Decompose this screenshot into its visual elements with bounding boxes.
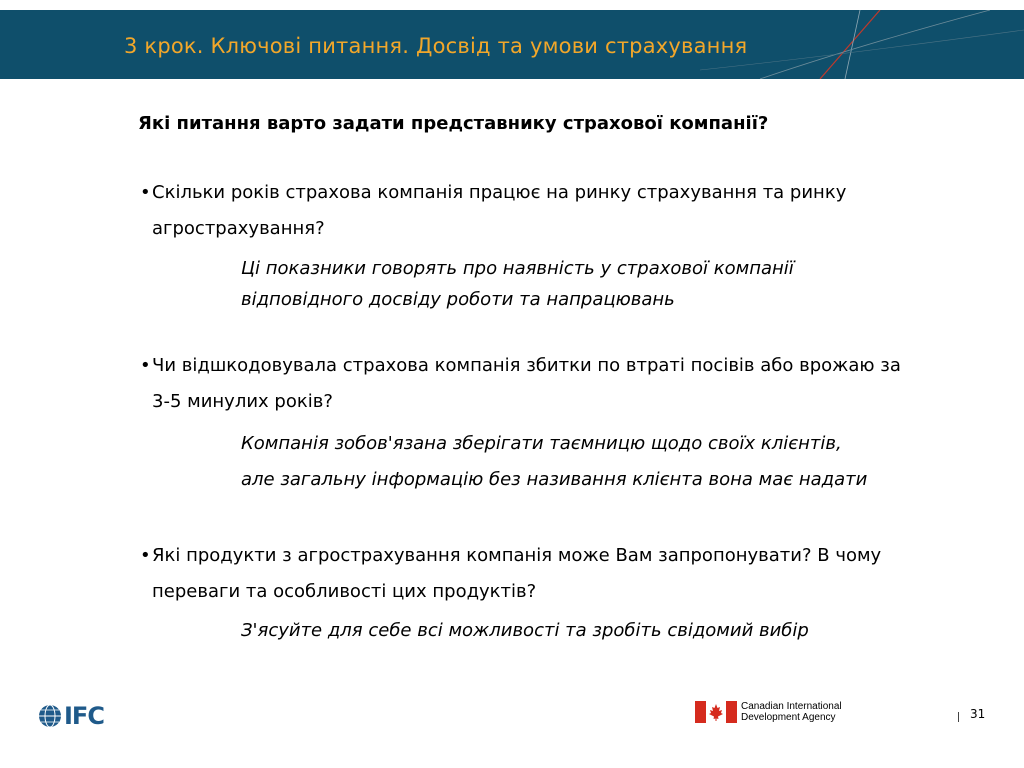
ifc-logo: [38, 703, 104, 729]
bullet-marker: •: [140, 355, 151, 376]
ifc-logo-text: IFC: [64, 702, 104, 730]
bullet-note: Ці показники говорять про наявність у страхової компанії відповідного досвіду роботи та напрацювань: [241, 258, 794, 310]
bullet-text: Скільки років страхова компанія працює на ринку страхування та ринку агрострахування?: [152, 182, 847, 239]
cida-line-1: Canadian International: [741, 701, 842, 712]
slide-header: [0, 10, 1024, 79]
bullet-note: Компанія зобов'язана зберігати таємницю щодо своїх клієнтів, але загальну інформацію без називання клієнта вона має надати: [241, 433, 868, 490]
globe-icon: [38, 704, 62, 728]
bullet-item: [140, 348, 920, 420]
bullet-marker: •: [140, 182, 151, 203]
cida-line-2: Development Agency: [741, 712, 836, 723]
canada-flag-icon: [695, 701, 737, 723]
bullet-item: [140, 538, 920, 610]
page-separator: [958, 712, 959, 722]
bullet-marker: •: [140, 545, 151, 566]
main-question: Які питання варто задати представнику страхової компанії?: [138, 113, 769, 134]
cida-agency-name: [741, 701, 861, 723]
slide-title: 3 крок. Ключові питання. Досвід та умови страхування: [124, 34, 748, 58]
page-number: 31: [970, 707, 986, 721]
cida-logo: [695, 701, 861, 723]
bullet-text: Чи відшкодовувала страхова компанія збитки по втраті посівів або врожаю за 3-5 минулих років?: [152, 355, 901, 412]
bullet-note: З'ясуйте для себе всі можливості та зробіть свідомий вибір: [241, 620, 809, 641]
bullet-item: [140, 175, 920, 247]
bullet-text: Які продукти з агрострахування компанія може Вам запропонувати? В чому переваги та особливості цих продуктів?: [152, 545, 882, 602]
